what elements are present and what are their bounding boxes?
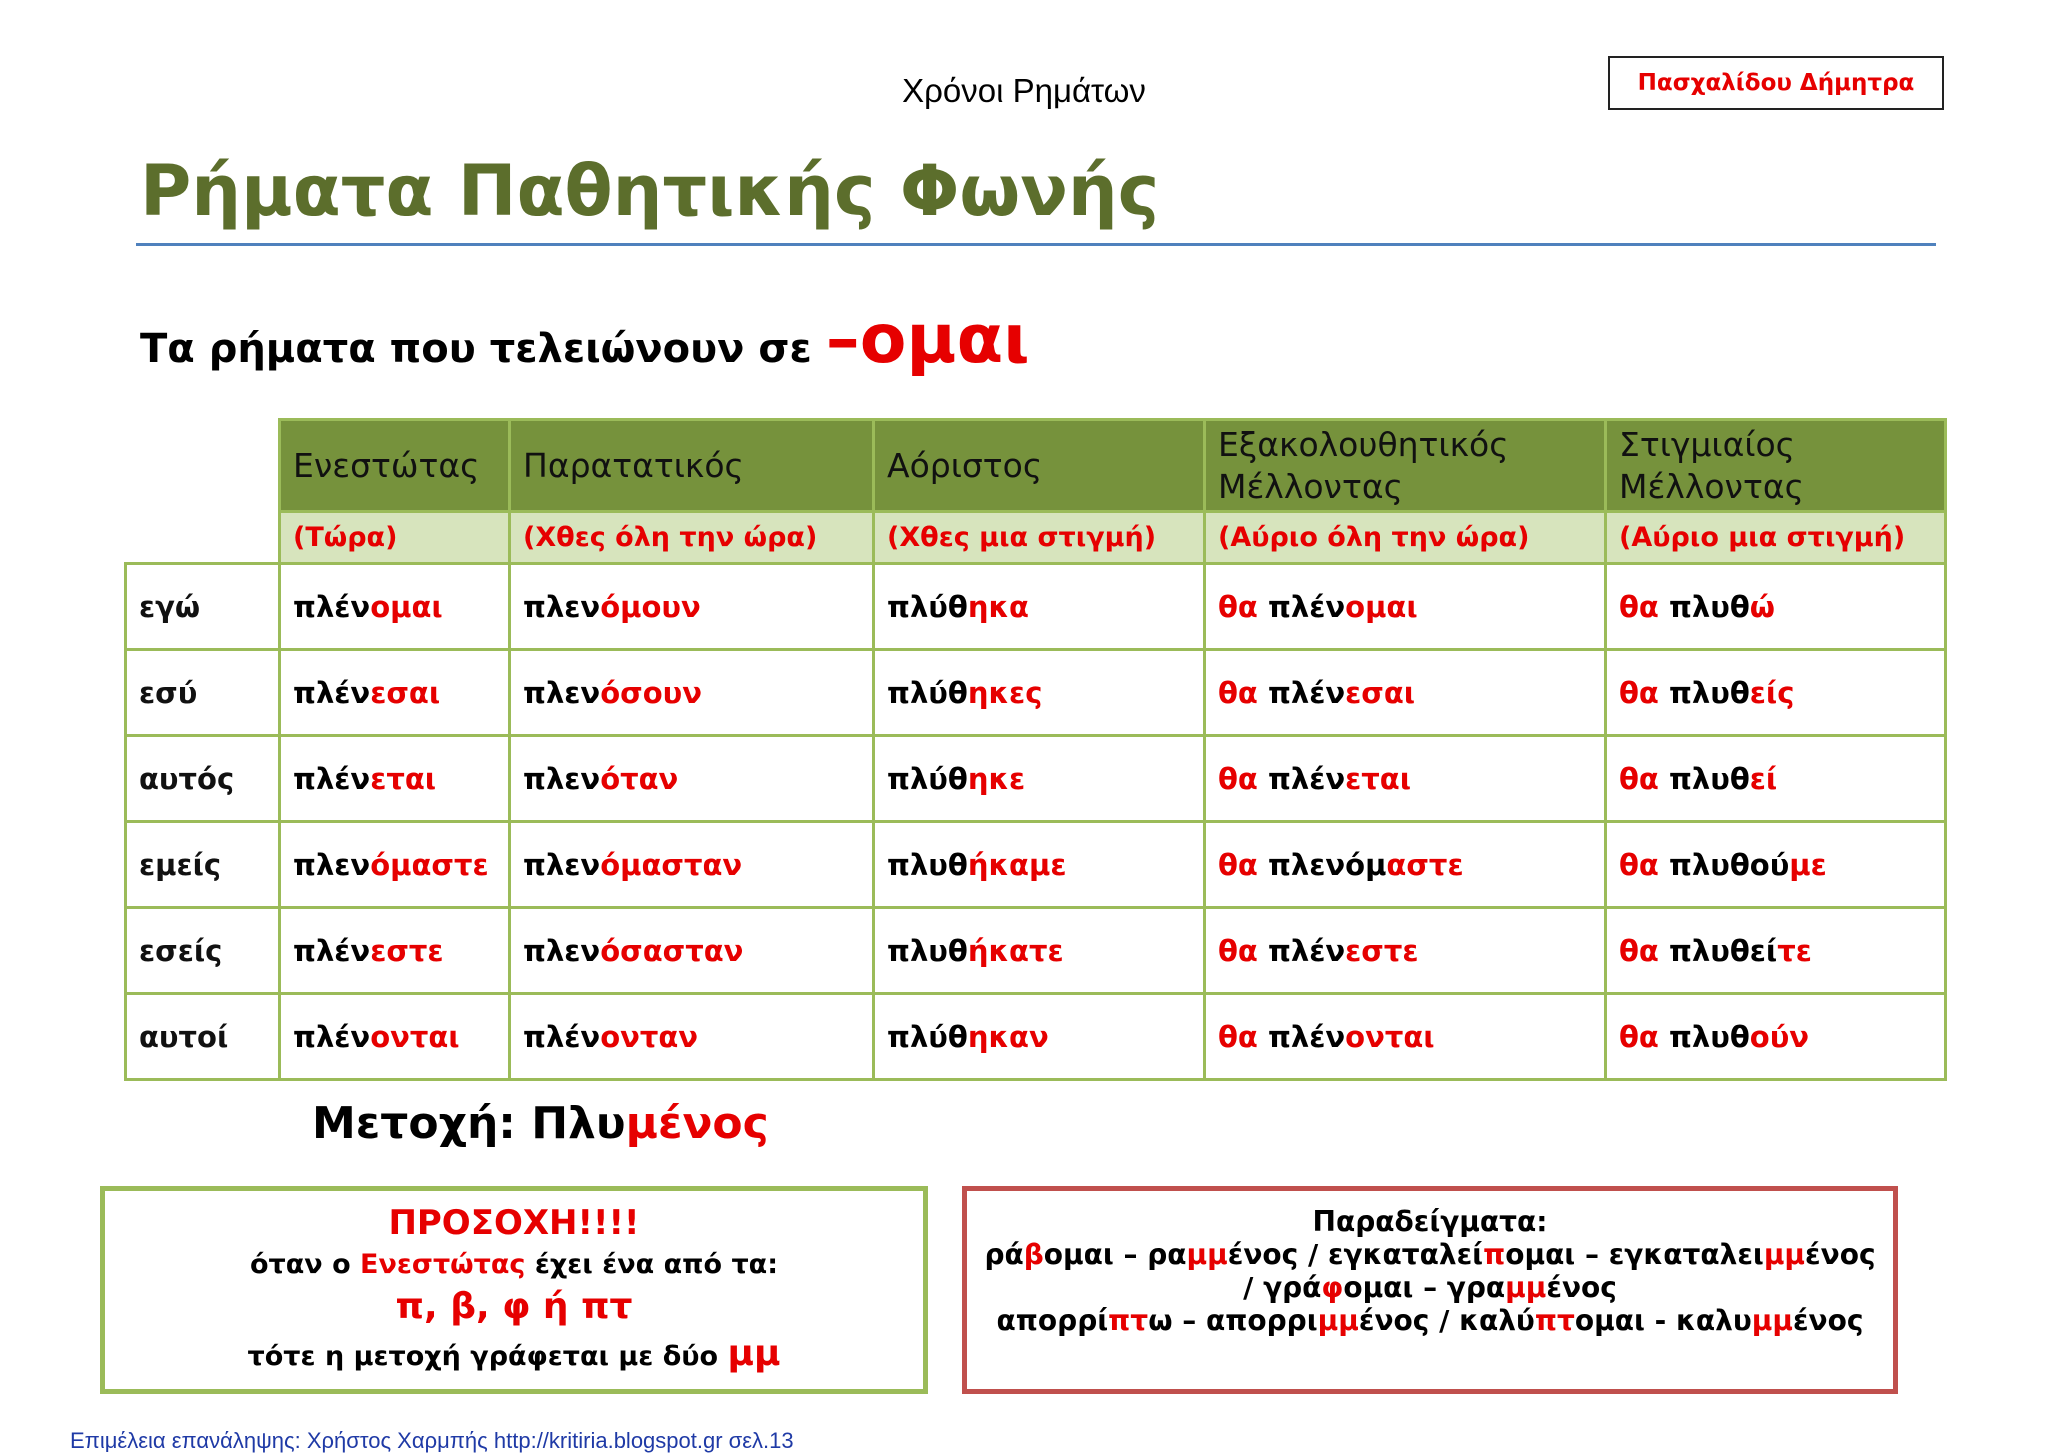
pronoun-cell: αυτοί	[126, 994, 280, 1080]
examples-box	[962, 1186, 1898, 1394]
verb-form-cell	[1205, 650, 1606, 736]
table-subheader-row	[126, 512, 1946, 564]
verb-ending: ηκαν	[967, 1019, 1049, 1054]
example-segment: ομαι – εγκαταλει	[1505, 1238, 1764, 1271]
verb-form-cell	[874, 822, 1205, 908]
table-row	[126, 822, 1946, 908]
warning-text-segment: Ενεστώτας	[360, 1249, 526, 1280]
verb-form-cell	[280, 822, 510, 908]
verb-ending: ούν	[1749, 1019, 1810, 1054]
table-row	[126, 994, 1946, 1080]
subheader-cell: (Χθες μια στιγμή)	[874, 512, 1205, 564]
conjugation-table	[124, 418, 1947, 1081]
verb-stem: πλυθ	[887, 933, 968, 968]
verb-ending: όσασταν	[600, 933, 744, 968]
verb-stem: πλέν	[1267, 933, 1346, 968]
example-segment: ένος / καλύ	[1358, 1304, 1535, 1337]
verb-ending: εσαι	[370, 675, 441, 710]
subheader-cell: (Τώρα)	[280, 512, 510, 564]
verb-ending: εσαι	[1345, 675, 1416, 710]
example-segment: ένος	[1546, 1271, 1617, 1304]
verb-stem: πλέν	[523, 1019, 601, 1054]
verb-form-cell	[874, 908, 1205, 994]
example-segment: ένος / εγκαταλεί	[1227, 1238, 1484, 1271]
warning-letter-segment: ,	[475, 1286, 503, 1327]
verb-ending: ονταν	[600, 1019, 699, 1054]
verb-ending: όμαστε	[370, 847, 489, 882]
verb-stem: πλέν	[1267, 589, 1346, 624]
verb-ending: ονται	[370, 1019, 460, 1054]
page-title: Ρήματα Παθητικής Φωνής	[140, 150, 1160, 232]
header-cell: Παρατατικός	[510, 420, 874, 512]
example-segment: μμ	[1186, 1238, 1228, 1271]
verb-stem: πλεν	[523, 933, 601, 968]
verb-form-cell	[1606, 908, 1946, 994]
warning-text-segment: όταν ο	[249, 1249, 361, 1280]
verb-stem: πλύθ	[887, 1019, 968, 1054]
warning-letter-segment: β	[450, 1286, 476, 1327]
verb-stem: πλέν	[293, 933, 371, 968]
verb-form-cell	[1606, 822, 1946, 908]
verb-form-cell	[874, 736, 1205, 822]
future-particle: θα	[1619, 589, 1659, 624]
verb-stem: πλέν	[293, 1019, 371, 1054]
pronoun-cell: εσείς	[126, 908, 280, 994]
verb-stem: πλύθ	[887, 761, 968, 796]
header-cell: Ενεστώτας	[280, 420, 510, 512]
verb-form-cell	[874, 994, 1205, 1080]
verb-stem: πλεν	[523, 847, 601, 882]
warning-letter-segment: ,	[423, 1286, 451, 1327]
subheader-cell: (Χθες όλη την ώρα)	[510, 512, 874, 564]
verb-form-cell	[280, 564, 510, 650]
future-particle: θα	[1218, 589, 1258, 624]
pronoun-cell: εσύ	[126, 650, 280, 736]
table-row	[126, 650, 1946, 736]
future-particle: θα	[1619, 933, 1659, 968]
verb-stem: πλέν	[293, 675, 371, 710]
verb-ending: όσουν	[600, 675, 702, 710]
header-cell: Στιγμιαίος Μέλλοντας	[1606, 420, 1946, 512]
example-segment: / γρά	[1243, 1271, 1322, 1304]
example-segment: φ	[1321, 1271, 1344, 1304]
future-particle: θα	[1218, 933, 1258, 968]
verb-form-cell	[280, 994, 510, 1080]
example-segment: μμ	[1751, 1304, 1793, 1337]
verb-ending: εί	[1749, 761, 1778, 796]
table-body	[126, 564, 1946, 1080]
footer-credit: Επιμέλεια επανάληψης: Χρήστος Χαρμπής http://kritiria.blogspot.gr σελ.13	[70, 1428, 794, 1453]
verb-ending: εστε	[370, 933, 444, 968]
table-row	[126, 908, 1946, 994]
verb-ending: όταν	[600, 761, 679, 796]
pronoun-cell: εμείς	[126, 822, 280, 908]
verb-stem: πλεν	[523, 675, 601, 710]
future-particle: θα	[1218, 1019, 1258, 1054]
verb-form-cell	[874, 650, 1205, 736]
verb-form-cell	[510, 908, 874, 994]
verb-stem: πλέν	[293, 761, 371, 796]
verb-form-cell	[510, 564, 874, 650]
future-particle: θα	[1218, 761, 1258, 796]
example-segment: απορρί	[996, 1304, 1109, 1337]
warning-line-3-text: τότε η μετοχή γράφεται με δύο	[247, 1341, 728, 1372]
verb-form-cell	[280, 908, 510, 994]
verb-form-cell	[1205, 822, 1606, 908]
warning-line-2	[105, 1286, 923, 1327]
example-segment: πτ	[1108, 1304, 1149, 1337]
verb-stem: πλενόμ	[1267, 847, 1387, 882]
verb-form-cell	[1205, 564, 1606, 650]
page-header-title: Χρόνοι Ρημάτων	[902, 72, 1146, 109]
verb-form-cell	[510, 822, 874, 908]
verb-stem: πλυθεί	[1668, 933, 1778, 968]
verb-form-cell	[1606, 564, 1946, 650]
subheader-cell: (Αύριο όλη την ώρα)	[1205, 512, 1606, 564]
future-particle: θα	[1619, 1019, 1659, 1054]
verb-ending: εται	[1345, 761, 1412, 796]
participle-label: Μετοχή: Πλυ	[312, 1098, 626, 1149]
examples-title: Παραδείγματα:	[1312, 1205, 1548, 1238]
verb-ending: εστε	[1345, 933, 1419, 968]
example-segment: ω – απορρι	[1148, 1304, 1318, 1337]
example-segment: πτ	[1534, 1304, 1575, 1337]
example-line	[967, 1271, 1893, 1304]
table-row	[126, 736, 1946, 822]
warning-line-3	[105, 1333, 923, 1374]
verb-form-cell	[510, 650, 874, 736]
example-segment: ένος	[1805, 1238, 1876, 1271]
verb-ending: ήκαμε	[967, 847, 1067, 882]
table-corner	[126, 512, 280, 564]
verb-ending: ομαι	[1345, 589, 1418, 624]
verb-ending: ήκατε	[967, 933, 1064, 968]
example-line	[967, 1238, 1893, 1271]
verb-ending: τε	[1777, 933, 1812, 968]
warning-letter-segment: φ	[502, 1286, 531, 1327]
participle-ending: μένος	[625, 1098, 769, 1149]
warning-mm: μμ	[727, 1333, 781, 1374]
verb-form-cell	[1606, 994, 1946, 1080]
verb-ending: ηκες	[967, 675, 1043, 710]
warning-letter-segment: π	[395, 1286, 424, 1327]
pronoun-cell: αυτός	[126, 736, 280, 822]
verb-form-cell	[874, 564, 1205, 650]
example-segment: β	[1023, 1238, 1044, 1271]
subtitle-ending: –ομαι	[825, 300, 1030, 379]
example-segment: ομαι - καλυ	[1574, 1304, 1752, 1337]
future-particle: θα	[1619, 847, 1659, 882]
example-segment: ένος	[1792, 1304, 1864, 1337]
future-particle: θα	[1619, 675, 1659, 710]
verb-ending: ηκα	[967, 589, 1029, 624]
verb-form-cell	[1606, 650, 1946, 736]
participle-line	[312, 1098, 769, 1149]
verb-form-cell	[280, 736, 510, 822]
verb-form-cell	[1205, 994, 1606, 1080]
warning-title: ΠΡΟΣΟΧΗ!!!!	[388, 1203, 640, 1243]
author-box: Πασχαλίδου Δήμητρα	[1608, 56, 1944, 110]
verb-stem: πλεν	[523, 761, 601, 796]
example-line	[967, 1304, 1893, 1337]
verb-stem: πλύθ	[887, 675, 968, 710]
verb-ending: όμασταν	[600, 847, 743, 882]
future-particle: θα	[1619, 761, 1659, 796]
future-particle: θα	[1218, 675, 1258, 710]
subtitle-text: Τα ρήματα που τελειώνουν σε	[140, 326, 826, 372]
verb-form-cell	[1606, 736, 1946, 822]
table-corner	[126, 420, 280, 512]
verb-stem: πλεν	[293, 847, 371, 882]
table-row	[126, 564, 1946, 650]
verb-stem: πλυθού	[1668, 847, 1790, 882]
verb-form-cell	[510, 994, 874, 1080]
verb-stem: πλυθ	[1668, 675, 1750, 710]
verb-stem: πλέν	[1267, 675, 1346, 710]
warning-text-segment: έχει ένα από τα:	[525, 1249, 779, 1280]
verb-ending: αστε	[1386, 847, 1464, 882]
verb-ending: ομαι	[370, 589, 443, 624]
verb-form-cell	[1205, 736, 1606, 822]
warning-letter-segment: πτ	[581, 1286, 633, 1327]
example-segment: μμ	[1505, 1271, 1547, 1304]
example-segment: ομαι – ρα	[1043, 1238, 1187, 1271]
verb-stem: πλέν	[1267, 1019, 1346, 1054]
subheader-cell: (Αύριο μια στιγμή)	[1606, 512, 1946, 564]
verb-stem: πλεν	[523, 589, 601, 624]
verb-form-cell	[1205, 908, 1606, 994]
verb-stem: πλύθ	[887, 589, 968, 624]
example-segment: ρά	[984, 1238, 1024, 1271]
verb-ending: εται	[370, 761, 437, 796]
table-header-row	[126, 420, 1946, 512]
subtitle	[140, 300, 1030, 379]
title-divider	[136, 243, 1936, 246]
verb-stem: πλυθ	[887, 847, 968, 882]
verb-stem: πλυθ	[1668, 589, 1750, 624]
verb-ending: ονται	[1345, 1019, 1435, 1054]
warning-line-1	[105, 1249, 923, 1280]
header-cell: Αόριστος	[874, 420, 1205, 512]
verb-ending: ώ	[1749, 589, 1775, 624]
verb-form-cell	[510, 736, 874, 822]
verb-ending: είς	[1749, 675, 1795, 710]
warning-letter-segment: ή	[530, 1286, 582, 1327]
verb-ending: όμουν	[600, 589, 701, 624]
verb-ending: με	[1789, 847, 1827, 882]
pronoun-cell: εγώ	[126, 564, 280, 650]
example-segment: ομαι – γρα	[1343, 1271, 1506, 1304]
future-particle: θα	[1218, 847, 1258, 882]
verb-stem: πλυθ	[1668, 761, 1750, 796]
verb-stem: πλυθ	[1668, 1019, 1750, 1054]
example-segment: μμ	[1317, 1304, 1359, 1337]
verb-stem: πλέν	[293, 589, 371, 624]
warning-box	[100, 1186, 928, 1394]
example-segment: π	[1483, 1238, 1506, 1271]
header-cell: Εξακολουθητικός Μέλλοντας	[1205, 420, 1606, 512]
example-segment: μμ	[1763, 1238, 1806, 1271]
examples-lines	[967, 1238, 1893, 1337]
verb-stem: πλέν	[1267, 761, 1346, 796]
verb-form-cell	[280, 650, 510, 736]
verb-ending: ηκε	[967, 761, 1026, 796]
